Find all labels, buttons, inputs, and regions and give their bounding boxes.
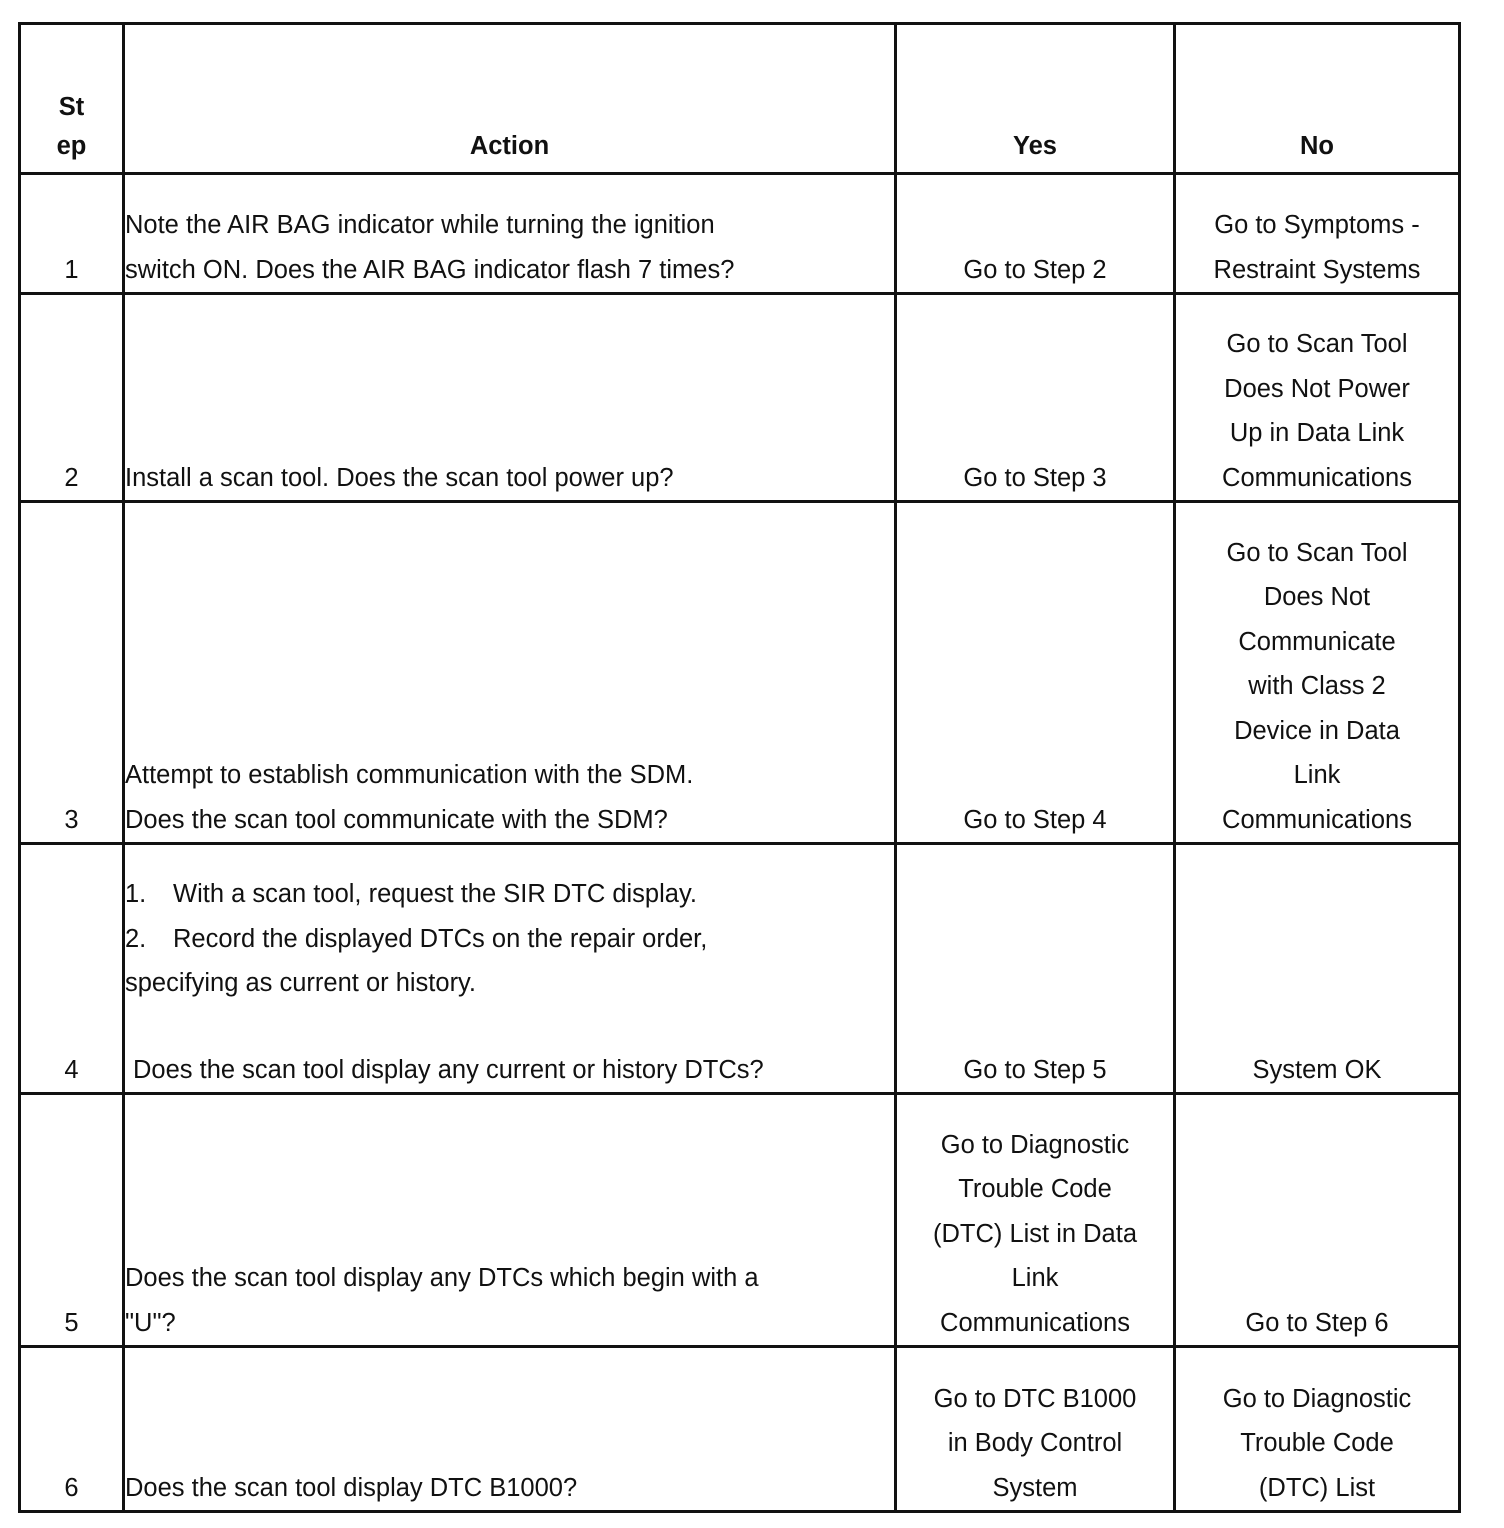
yes-cell: Go to DTC B1000 in Body Control System	[896, 1347, 1175, 1512]
no-cell: Go to Symptoms - Restraint Systems	[1175, 174, 1460, 294]
no-cell: Go to Scan Tool Does Not Communicate with Class 2 Device in Data Link Communications	[1175, 502, 1460, 844]
step-number: 6	[20, 1347, 124, 1512]
no-cell: Go to Diagnostic Trouble Code (DTC) List	[1175, 1347, 1460, 1512]
no-cell: Go to Scan Tool Does Not Power Up in Data Link Communications	[1175, 294, 1460, 502]
yes-cell: Go to Diagnostic Trouble Code (DTC) List in Data Link Communications	[896, 1094, 1175, 1347]
step-number: 3	[20, 502, 124, 844]
yes-cell: Go to Step 4	[896, 502, 1175, 844]
table-row	[20, 294, 1460, 502]
table-row	[20, 1094, 1460, 1347]
no-cell: Go to Step 6	[1175, 1094, 1460, 1347]
yes-cell: Go to Step 3	[896, 294, 1175, 502]
table-row	[20, 844, 1460, 1094]
action-cell: Does the scan tool display DTC B1000?	[124, 1347, 896, 1512]
action-cell: Does the scan tool display any DTCs which begin with a "U"?	[124, 1094, 896, 1347]
action-cell: Note the AIR BAG indicator while turning the ignition switch ON. Does the AIR BAG indicator flash 7 times?	[124, 174, 896, 294]
no-cell: System OK	[1175, 844, 1460, 1094]
list-item: 2. Record the displayed DTCs on the repair order,	[125, 924, 708, 953]
table-row	[20, 502, 1460, 844]
yes-cell: Go to Step 5	[896, 844, 1175, 1094]
substep-continuation: specifying as current or history.	[125, 969, 476, 997]
action-cell: Install a scan tool. Does the scan tool power up?	[124, 294, 896, 502]
header-no: No	[1175, 24, 1460, 174]
header-yes: Yes	[896, 24, 1175, 174]
action-cell	[124, 844, 896, 1094]
list-item: 1. With a scan tool, request the SIR DTC display.	[125, 880, 697, 908]
header-row	[20, 24, 1460, 174]
step-number: 1	[20, 174, 124, 294]
step-number: 4	[20, 844, 124, 1094]
table-row	[20, 174, 1460, 294]
action-cell: Attempt to establish communication with the SDM. Does the scan tool communicate with the SDM?	[124, 502, 896, 844]
step-number: 2	[20, 294, 124, 502]
header-action: Action	[124, 24, 896, 174]
substep-list	[125, 872, 894, 961]
step-question: Does the scan tool display any current or history DTCs?	[133, 1055, 764, 1084]
diagnostic-table	[18, 22, 1461, 1513]
header-step: St ep	[20, 24, 124, 174]
step-number: 5	[20, 1094, 124, 1347]
table-row	[20, 1347, 1460, 1512]
yes-cell: Go to Step 2	[896, 174, 1175, 294]
